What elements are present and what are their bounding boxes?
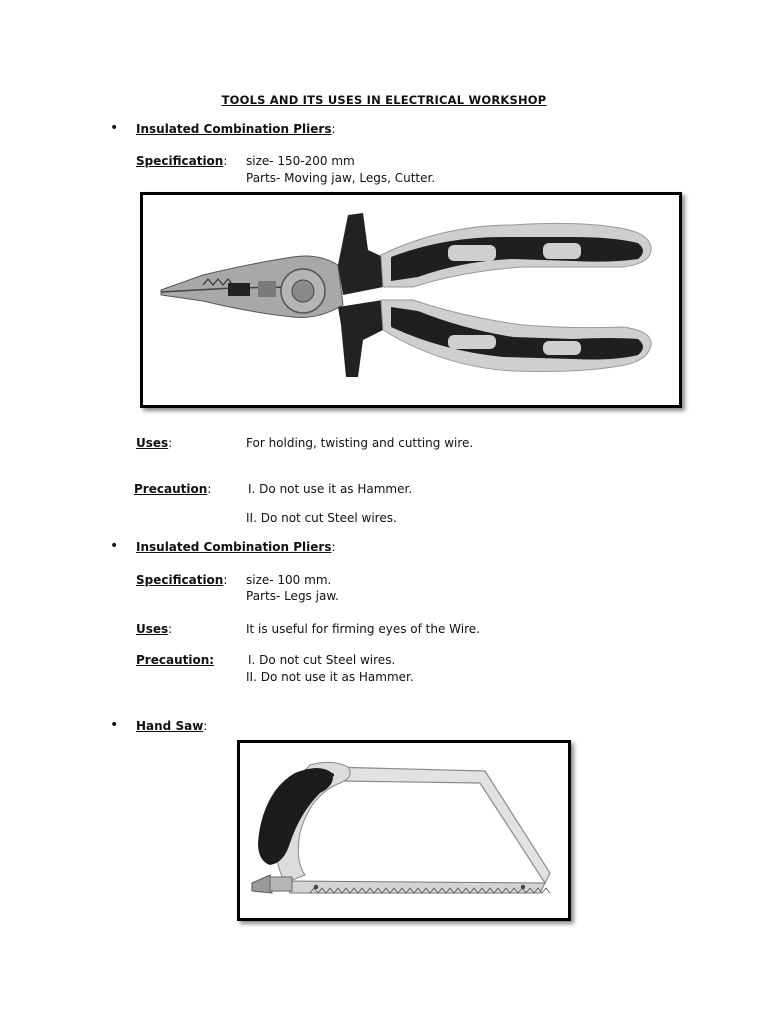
hacksaw-image bbox=[240, 743, 568, 918]
tool2-spec-label bbox=[136, 573, 227, 587]
page-title: TOOLS AND ITS USES IN ELECTRICAL WORKSHOP bbox=[221, 93, 547, 107]
pliers-image-frame bbox=[140, 192, 682, 408]
tool1-name-colon: : bbox=[331, 122, 336, 136]
precaution-label: Precaution: bbox=[136, 653, 215, 667]
tool1-precaution-label bbox=[134, 482, 211, 496]
tool1-precaution-1: I. Do not use it as Hammer. bbox=[248, 482, 413, 496]
tool1-uses-label bbox=[136, 436, 172, 450]
tool1-precaution-2: II. Do not cut Steel wires. bbox=[246, 511, 397, 525]
tool3-heading bbox=[136, 719, 207, 733]
tool1-name: Insulated Combination Pliers bbox=[136, 122, 332, 136]
spec-label: Specification bbox=[136, 154, 224, 168]
uses-label: Uses bbox=[136, 622, 169, 636]
precaution-label: Precaution bbox=[134, 482, 208, 496]
uses-label-colon: : bbox=[168, 622, 173, 636]
spec-label-colon: : bbox=[223, 573, 228, 587]
tool2-uses-text: It is useful for firming eyes of the Wire. bbox=[246, 622, 480, 636]
bullet-3: • bbox=[110, 717, 119, 733]
tool3-name: Hand Saw bbox=[136, 719, 204, 733]
tool1-uses-text: For holding, twisting and cutting wire. bbox=[246, 436, 474, 450]
tool1-spec-line2: Parts- Moving jaw, Legs, Cutter. bbox=[246, 171, 436, 185]
bullet-2: • bbox=[110, 538, 119, 554]
combination-pliers-image bbox=[143, 195, 679, 405]
tool1-spec-label bbox=[136, 154, 227, 168]
uses-label-colon: : bbox=[168, 436, 173, 450]
tool2-precaution-label bbox=[136, 653, 214, 667]
tool2-spec-line1: size- 100 mm. bbox=[246, 573, 332, 587]
tool2-spec-line2: Parts- Legs jaw. bbox=[246, 589, 339, 603]
tool2-precaution-2: II. Do not use it as Hammer. bbox=[246, 670, 414, 684]
tool1-spec-line1: size- 150-200 mm bbox=[246, 154, 355, 168]
bullet-1: • bbox=[110, 120, 119, 136]
tool2-uses-label bbox=[136, 622, 172, 636]
spec-label-colon: : bbox=[223, 154, 228, 168]
tool1-heading bbox=[136, 122, 336, 136]
tool2-name: Insulated Combination Pliers bbox=[136, 540, 332, 554]
tool3-name-colon: : bbox=[203, 719, 208, 733]
hacksaw-image-frame bbox=[237, 740, 571, 921]
spec-label: Specification bbox=[136, 573, 224, 587]
tool2-precaution-1: I. Do not cut Steel wires. bbox=[248, 653, 396, 667]
tool2-heading bbox=[136, 540, 336, 554]
uses-label: Uses bbox=[136, 436, 169, 450]
tool2-name-colon: : bbox=[331, 540, 336, 554]
precaution-label-colon: : bbox=[207, 482, 212, 496]
